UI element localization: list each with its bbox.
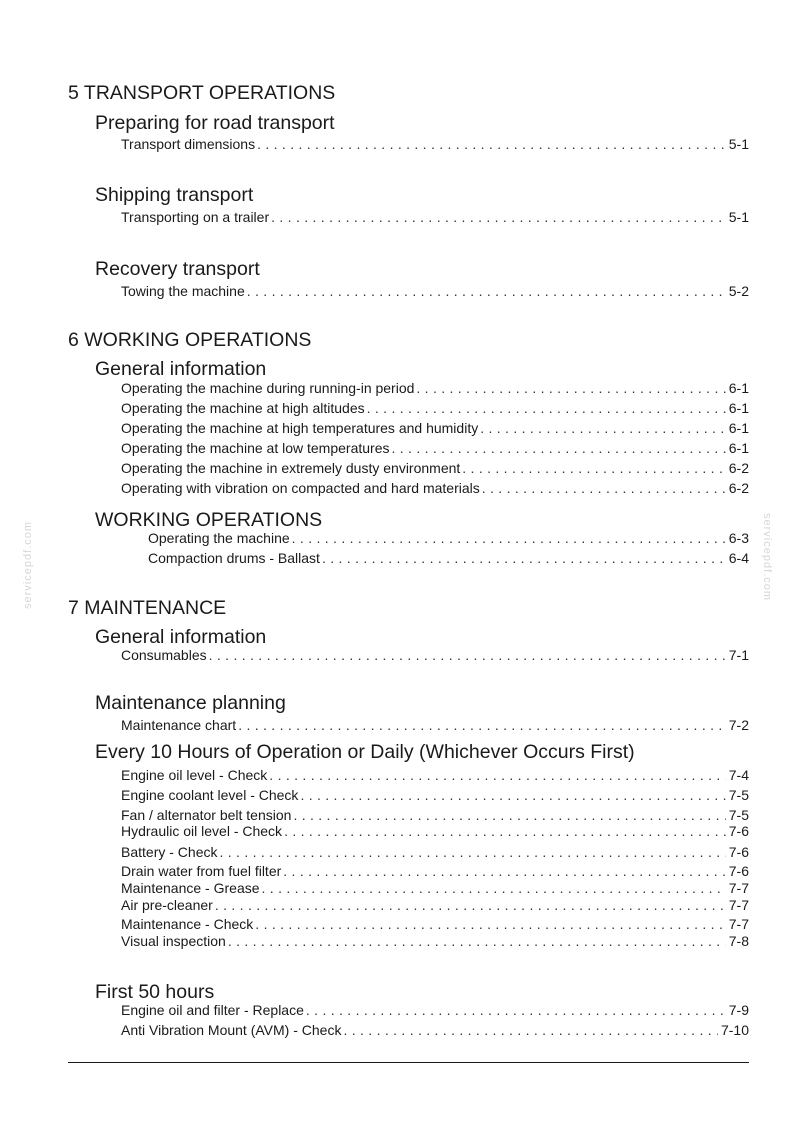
chapter-heading: 5 TRANSPORT OPERATIONS [68,82,336,104]
entry-title: Visual inspection [121,933,226,949]
section-heading: General information [95,626,267,648]
dot-leader [292,530,726,547]
dot-leader [255,916,725,933]
toc-entry[interactable] [121,1002,749,1019]
dot-leader [343,1022,718,1039]
dot-leader [271,209,726,226]
entry-title: Engine coolant level - Check [121,787,299,803]
dot-leader [367,400,726,417]
entry-page: 6-3 [728,530,749,546]
toc-entry[interactable] [121,420,749,437]
toc-entry[interactable] [121,460,749,477]
entry-title: Operating the machine during running-in period [121,380,415,396]
entry-page: 7-6 [728,823,749,839]
entry-page: 7-10 [720,1022,749,1038]
entry-title: Transporting on a trailer [121,209,270,225]
entry-title: Air pre-cleaner [121,897,213,913]
toc-entry[interactable] [121,767,749,784]
dot-leader [416,380,725,397]
watermark-right: servicepdf.com [761,513,773,601]
entry-title: Maintenance chart [121,717,237,733]
entry-title: Fan / alternator belt tension [121,807,292,823]
watermark-left: servicepdf.com [22,521,34,609]
entry-page: 7-7 [728,916,749,932]
entry-page: 6-1 [728,420,749,436]
dot-leader [293,807,725,824]
entry-title: Transport dimensions [121,136,256,152]
entry-title: Drain water from fuel filter [121,863,282,879]
dot-leader [215,897,726,914]
entry-title: Consumables [121,647,207,663]
entry-title: Operating the machine [148,530,290,546]
toc-entry[interactable] [121,647,749,664]
entry-page: 5-1 [728,209,749,225]
section-heading: Recovery transport [95,258,260,280]
entry-page: 7-6 [728,844,749,860]
entry-page: 7-2 [728,717,749,733]
dot-leader [322,550,726,567]
toc-entry[interactable] [121,480,749,497]
entry-title: Operating the machine in extremely dusty environment [121,460,461,476]
toc-entry[interactable] [121,400,749,417]
entry-page: 7-6 [728,863,749,879]
entry-page: 6-2 [728,480,749,496]
entry-page: 7-5 [728,807,749,823]
dot-leader [269,767,725,784]
toc-entry[interactable] [121,863,749,880]
toc-entry[interactable] [121,380,749,397]
entry-title: Operating the machine at low temperatures [121,440,390,456]
entry-title: Operating the machine at high altitudes [121,400,365,416]
dot-leader [209,647,726,664]
dot-leader [391,440,725,457]
dot-leader [306,1002,726,1019]
entry-title: Hydraulic oil level - Check [121,823,283,839]
dot-leader [462,460,725,477]
toc-entry[interactable] [148,530,749,547]
toc-entry[interactable] [148,550,749,567]
toc-entry[interactable] [121,1022,749,1039]
toc-entry[interactable] [121,807,749,824]
entry-page: 7-7 [728,880,749,896]
dot-leader [482,480,726,497]
dot-leader [480,420,726,437]
toc-entry[interactable] [121,136,749,153]
section-heading: Preparing for road transport [95,112,335,134]
section-heading: First 50 hours [95,981,215,1003]
entry-page: 6-4 [728,550,749,566]
dot-leader [228,933,726,950]
entry-page: 7-7 [728,897,749,913]
section-heading: Shipping transport [95,184,254,206]
entry-page: 7-5 [728,787,749,803]
toc-entry[interactable] [121,283,749,300]
entry-page: 6-1 [728,400,749,416]
entry-page: 5-2 [728,283,749,299]
toc-entry[interactable] [121,897,749,914]
dot-leader [283,863,725,880]
dot-leader [247,283,726,300]
entry-page: 7-9 [728,1002,749,1018]
entry-title: Anti Vibration Mount (AVM) - Check [121,1022,342,1038]
toc-entry[interactable] [121,209,749,226]
entry-title: Engine oil and filter - Replace [121,1002,304,1018]
section-heading: Every 10 Hours of Operation or Daily (Whichever Occurs First) [95,741,635,763]
chapter-heading: 7 MAINTENANCE [68,597,227,619]
entry-page: 6-2 [728,460,749,476]
footer-rule [68,1062,749,1063]
toc-entry[interactable] [121,787,749,804]
section-heading: General information [95,358,267,380]
section-heading: Maintenance planning [95,692,286,714]
entry-page: 7-8 [728,933,749,949]
entry-page: 5-1 [728,136,749,152]
toc-entry[interactable] [121,440,749,457]
entry-title: Maintenance - Check [121,916,254,932]
toc-entry[interactable] [121,933,749,950]
dot-leader [257,136,726,153]
entry-page: 7-4 [728,767,749,783]
dot-leader [284,823,726,840]
entry-page: 7-1 [728,647,749,663]
dot-leader [219,844,725,861]
entry-title: Towing the machine [121,283,245,299]
entry-page: 6-1 [728,380,749,396]
toc-entry[interactable] [121,717,749,734]
entry-page: 6-1 [728,440,749,456]
entry-title: Operating with vibration on compacted and hard materials [121,480,480,496]
toc-entry[interactable] [121,880,749,897]
toc-entry[interactable] [121,823,749,840]
dot-leader [238,717,726,734]
entry-title: Battery - Check [121,844,218,860]
entry-title: Maintenance - Grease [121,880,260,896]
entry-title: Compaction drums - Ballast [148,550,320,566]
toc-entry[interactable] [121,916,749,933]
chapter-heading: 6 WORKING OPERATIONS [68,329,312,351]
dot-leader [300,787,725,804]
dot-leader [262,880,726,897]
entry-title: Operating the machine at high temperatures and humidity [121,420,479,436]
toc-entry[interactable] [121,844,749,861]
section-heading: WORKING OPERATIONS [95,509,323,531]
entry-title: Engine oil level - Check [121,767,268,783]
